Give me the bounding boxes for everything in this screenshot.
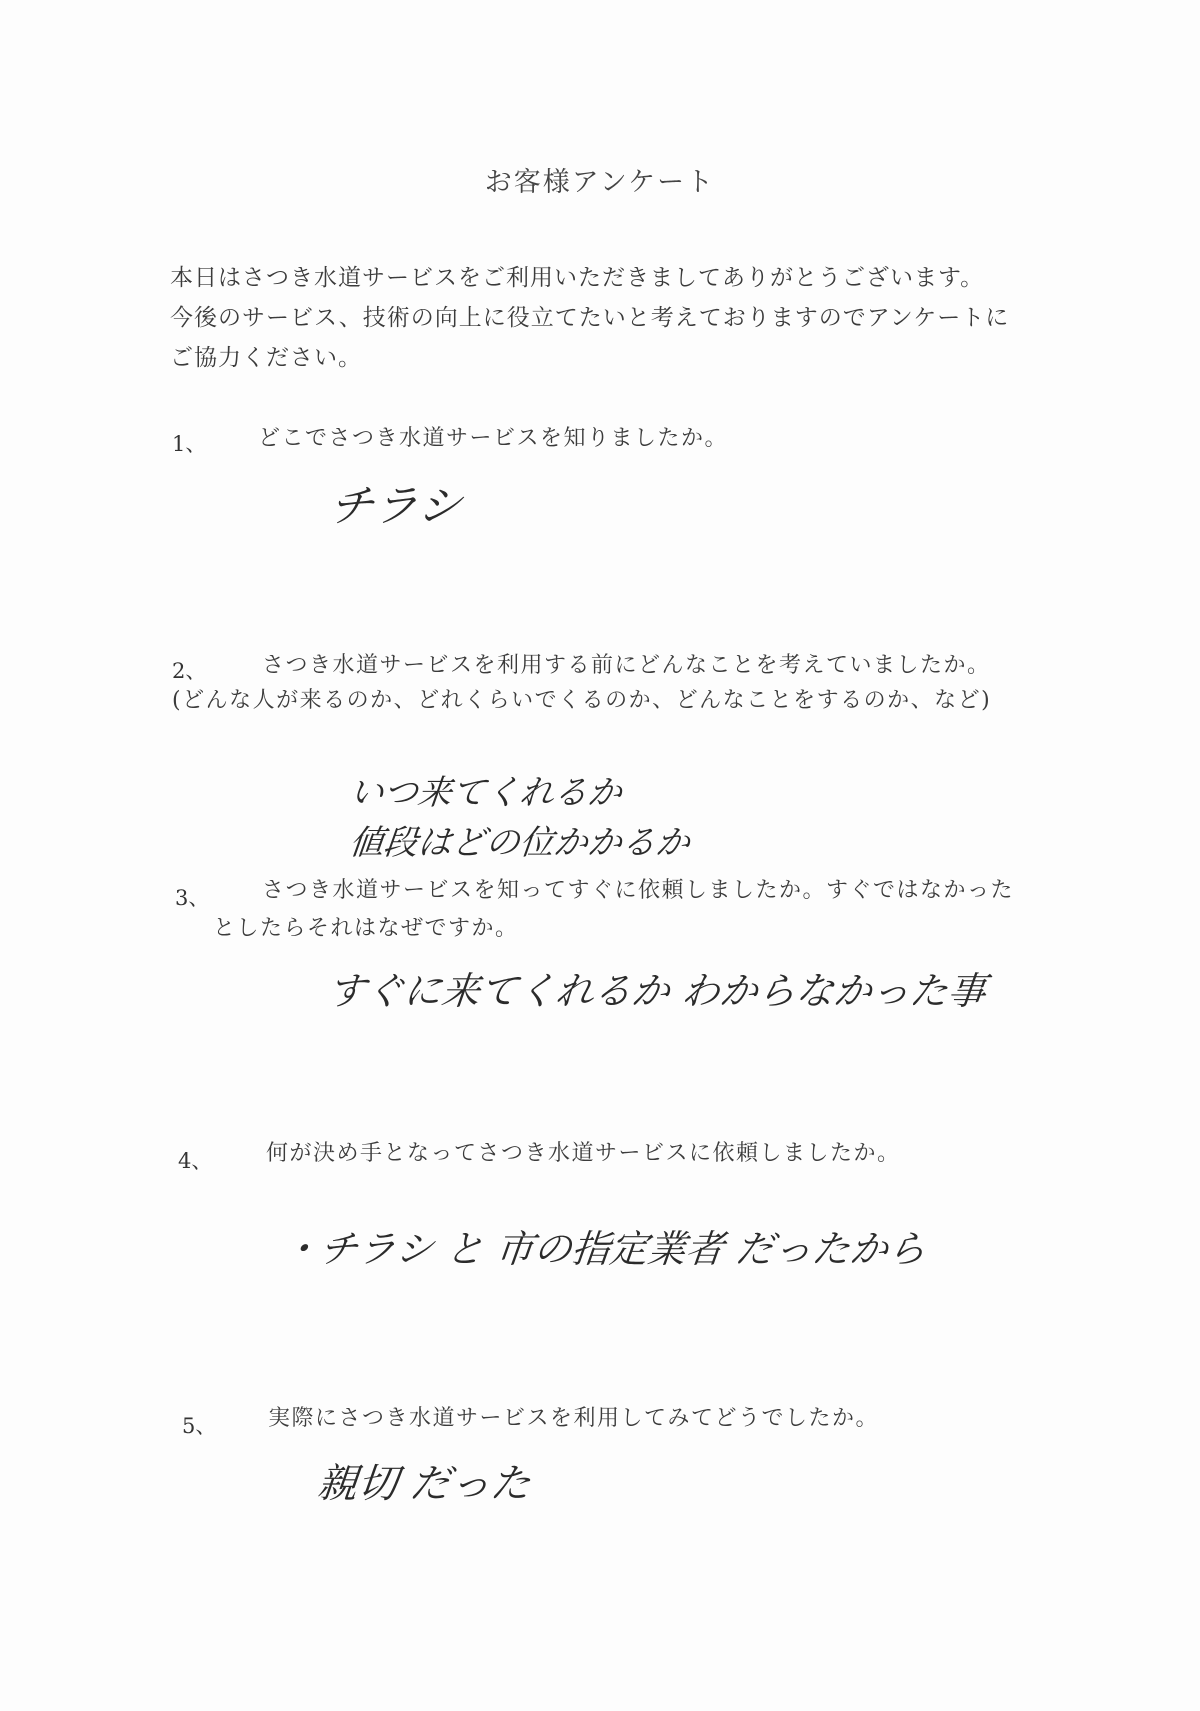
intro-line: 本日はさつき水道サービスをご利用いただきましてありがとうございます。	[170, 265, 985, 291]
question-2-answer-line: いつ来てくれるか	[347, 773, 624, 813]
question-4-number: 4、	[178, 1149, 213, 1173]
survey-title: お客様アンケート	[484, 167, 716, 198]
question-3-text: さつき水道サービスを知ってすぐに依頼しましたか。すぐではなかった	[262, 878, 1015, 903]
question-5-number: 5、	[182, 1414, 217, 1438]
question-5-text: 実際にさつき水道サービスを利用してみてどうでしたか。	[268, 1406, 880, 1431]
question-3-answer: すぐに来てくれるか わからなかった事	[325, 969, 989, 1013]
question-2-answer-line: 値段はどの位かかるか	[347, 823, 692, 863]
question-4-text: 何が決め手となってさつき水道サービスに依頼しましたか。	[266, 1141, 901, 1166]
intro-line: 今後のサービス、技術の向上に役立てたいと考えておりますのでアンケートに	[170, 305, 1010, 331]
question-2-number: 2、	[172, 659, 207, 683]
question-3-number: 3、	[175, 886, 210, 910]
question-1-text: どこでさつき水道サービスを知りましたか。	[258, 426, 729, 451]
question-1-number: 1、	[172, 432, 207, 456]
intro-text	[170, 258, 1070, 378]
question-4-answer: ・チラシ と 市の指定業者 だったから	[279, 1227, 929, 1271]
question-2-subtext: (どんな人が来るのか、どれくらいでくるのか、どんなことをするのか、など)	[172, 688, 992, 713]
intro-line: ご協力ください。	[170, 345, 362, 371]
question-5-answer: 親切 だった	[315, 1461, 533, 1507]
question-3-subtext: としたらそれはなぜですか。	[213, 916, 519, 941]
question-1-answer: チラシ	[326, 481, 465, 532]
question-2-text: さつき水道サービスを利用する前にどんなことを考えていましたか。	[262, 653, 991, 678]
